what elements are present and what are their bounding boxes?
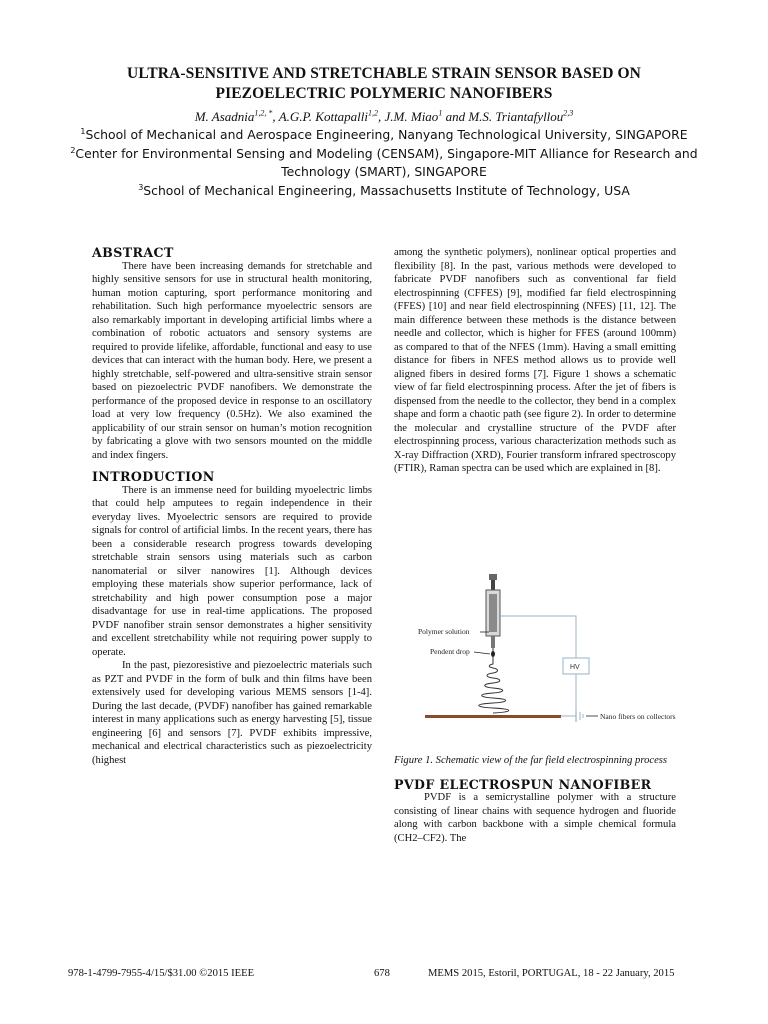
affiliation-list	[40, 126, 728, 200]
affiliation-text: Center for Environmental Sensing and Modeling (CENSAM), Singapore-MIT Alliance for Research and Technology (SMART), SINGAPORE	[75, 145, 698, 179]
affiliation	[40, 182, 728, 201]
author-affiliation-marker: 1	[438, 108, 443, 118]
author-separator: ,	[378, 109, 385, 124]
footer-page-number: 678	[374, 968, 390, 979]
footer-isbn: 978-1-4799-7955-4/15/$31.00 ©2015 IEEE	[68, 968, 255, 979]
introduction-heading: INTRODUCTION	[92, 469, 215, 484]
fiber-jet-spiral	[479, 656, 509, 713]
paper-title: ULTRA-SENSITIVE AND STRETCHABLE STRAIN SENSOR BASED ON PIEZOELECTRIC POLYMERIC NANOFIBERS	[127, 65, 641, 102]
affiliation-marker: 3	[138, 182, 144, 192]
author-affiliation-marker: 1,2	[368, 108, 379, 118]
author-separator: ,	[272, 109, 279, 124]
author-name: A.G.P. Kottapalli	[278, 109, 369, 124]
pvdf-section-heading: PVDF ELECTROSPUN NANOFIBER	[394, 776, 652, 792]
hv-label: HV	[570, 664, 580, 671]
author-name: M. Asadnia	[194, 109, 255, 124]
affiliation	[40, 126, 728, 145]
abstract-heading: ABSTRACT	[92, 245, 174, 260]
affiliation-text: School of Mechanical Engineering, Massachusetts Institute of Technology, USA	[143, 182, 630, 198]
affiliation	[40, 145, 728, 182]
body-paragraph: among the synthetic polymers), nonlinear optical properties and flexibility [8]. In the past, various methods were developed to fabricate PVDF nanofibers such as conventional far field electrospinning (CFFES) [9], modified far field electrospinning (FFES) [10] and near field electrospinning (NFES) [11, 12]. The main difference between these methods is the distance between needle and collector, which is higher for FFES (around 100mm) as compared to that of the NFES (1mm). Having a small emitting distance for fibers in NFES method allows us to provide well aligned fibers in desired forms [7]. Figure 1 shows a schematic view of far field electrospinning process. After the jet of fibers is dispensed from the needle to the collector, they bend in a complex shape and form a chaotic path (see figure 2). In order to determine the molecular and crystalline structure of the PVDF after electrospinning process, various characterization methods such as X-ray Diffraction (XRD), Fourier transform infrared spectroscopy (FTIR), Raman spectra can be used which are explained in [8].	[394, 247, 676, 474]
pendent-drop-pointer	[474, 652, 490, 654]
hv-wire	[500, 616, 576, 658]
collector-label: Nano fibers on collectors	[600, 712, 676, 721]
author-list	[40, 108, 728, 125]
electrospinning-schematic-figure	[410, 574, 680, 750]
author-name: J.M. Miao	[384, 109, 439, 124]
affiliation-marker: 2	[70, 145, 76, 155]
author-separator: and	[442, 109, 469, 124]
polymer-solution-label: Polymer solution	[418, 627, 470, 636]
left-column	[92, 246, 372, 767]
collector-plate	[425, 715, 561, 718]
footer-conference: MEMS 2015, Estoril, PORTUGAL, 18 - 22 January, 2015	[428, 968, 675, 979]
affiliation-marker: 1	[80, 126, 86, 136]
introduction-paragraph: There is an immense need for building myoelectric limbs that could help amputees to regain independence in their everyday lives. Myoelectric sensors are required to provide signals for control of artificial limbs. In the recent years, there has been a considerable research progress towards developing stretchable strain sensors using materials such as carbon nanomaterial or silver nanowires [1]. Although devices employing these materials show superior performance, lack of stretchability and high power consumption pose a major disadvantage for use in real-time applications. The proposed PVDF nanofiber strain sensor demonstrates a higher sensitivity and excellent stretchability while not requiring power supply to operate.	[92, 484, 372, 658]
right-column-lower	[394, 754, 676, 845]
syringe-icon	[486, 574, 500, 652]
affiliation-text: School of Mechanical and Aerospace Engineering, Nanyang Technological University, SINGAPORE	[85, 127, 688, 142]
author-affiliation-marker: 1,2, *	[254, 108, 273, 118]
introduction-paragraph: In the past, piezoresistive and piezoelectric materials such as PZT and PVDF in the form of bulk and thin films have been extensively used for developing various MEMS sensors [1-4]. During the last decade, (PVDF) nanofiber has gained remarkable interest in many applications such as energy harvesting [5], tissue engineering [6] and sensors [7]. PVDF exhibits impressive, mechanical and electrical characteristics such as piezoelectricity (highest	[92, 660, 372, 766]
author-affiliation-marker: 2,3	[563, 108, 574, 118]
author-name: M.S. Triantafyllou	[468, 109, 564, 124]
figure-caption: Figure 1. Schematic view of the far field electrospinning process	[394, 755, 668, 766]
pvdf-paragraph: PVDF is a semicrystalline polymer with a structure consisting of linear chains with sequence hydrogen and fluoride along with carbon backbone with a simple chemical formula (CH2–CF2). The	[394, 792, 676, 844]
pendent-drop-label: Pendent drop	[430, 647, 470, 656]
right-column	[394, 246, 676, 476]
abstract-paragraph: There have been increasing demands for stretchable and highly sensitive sensors for use in structural health monitoring, human motion capturing, sport performance monitoring and rehabilitation. Such high performance myoelectric sensors are also remarkably important in developing artificial limbs where a combination of robotic actuators and sensory systems are required to provide lifelike, affordable, functional and easy to use devices that can interact with the human body. Here, we present a highly stretchable, self-powered and ultra-sensitive strain sensor based on piezoelectric PVDF nanofibers. We demonstrate the performance of the proposed device in response to an oscillatory load at very low frequency (0.5Hz). We also examined the applicability of our strain sensor on human’s motion recognition by fabricating a glove with two sensors mounted on the middle and index fingers.	[92, 260, 372, 461]
